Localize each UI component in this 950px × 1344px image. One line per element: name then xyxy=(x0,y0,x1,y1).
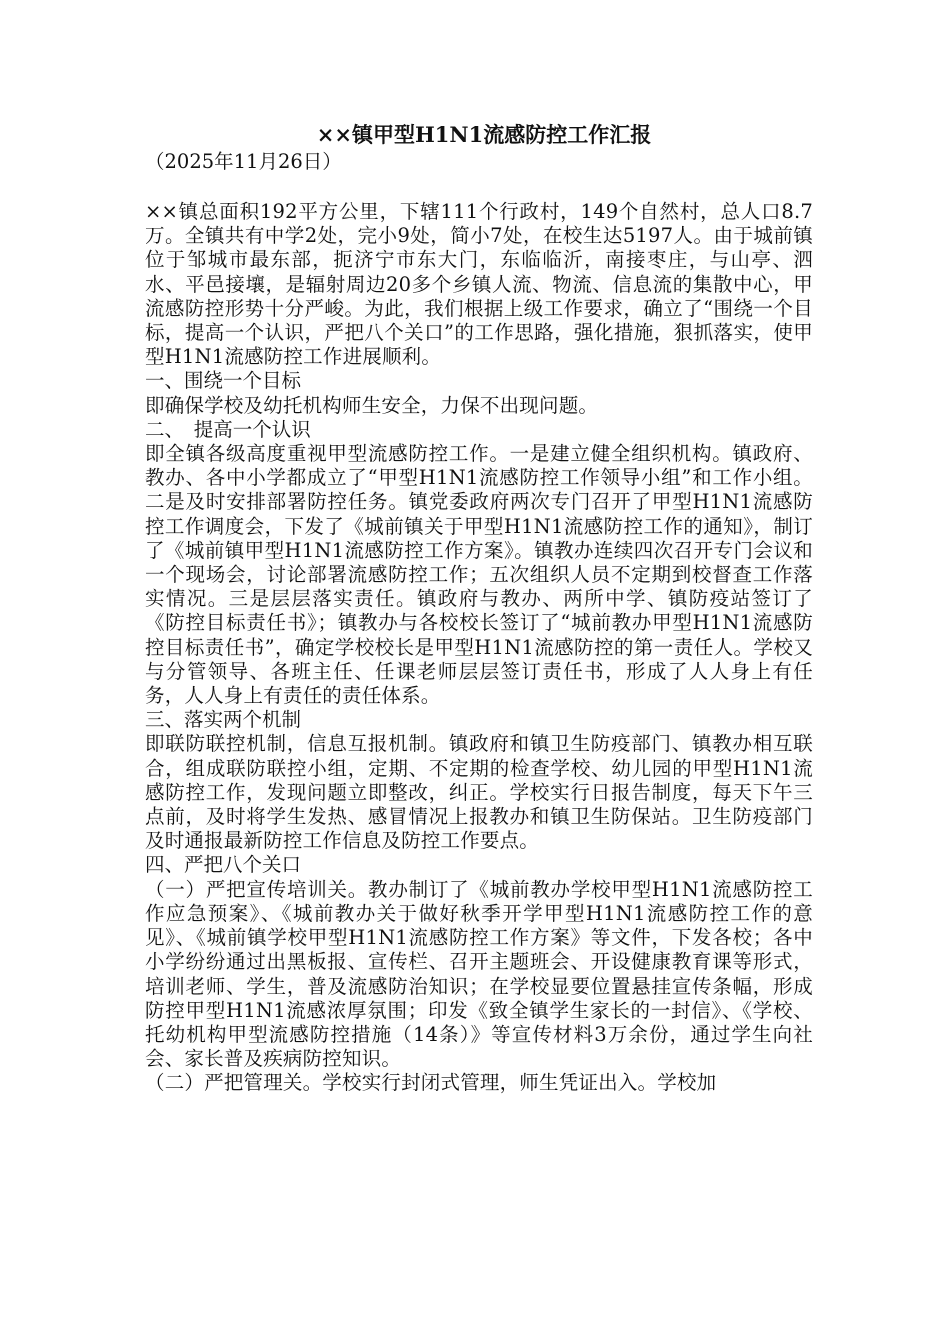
section-2-heading: 二、 提高一个认识 xyxy=(145,417,311,441)
section-1-paragraph: 即确保学校及幼托机构师生安全，力保不出现问题。 xyxy=(145,393,599,417)
section-4-item-2: （二）严把管理关。学校实行封闭式管理，师生凭证出入。学校加 xyxy=(145,1071,717,1095)
intro-paragraph: ××镇总面积192平方公里，下辖111个行政村，149个自然村，总人口8.7万。全镇共有中学2处，完小9处，简小7处，在校生达5197人。由于城前镇位于邹城市最东部，扼济宁市东大门，东临临沂，南接枣庄，与山亭、泗水、平邑接壤，是辐射周边20多个乡镇人流、物流、信息流的集散中心，甲流感防控形势十分严峻。为此，我们根据上级工作要求，确立了“围绕一个目标，提高一个认识，严把八个关口”的工作思路，强化措施，狠抓落实，使甲型H1N1流感防控工作进展顺利。 xyxy=(145,200,813,369)
section-4-item-1: （一）严把宣传培训关。教办制订了《城前教办学校甲型H1N1流感防控工作应急预案》、《城前教办关于做好秋季开学甲型H1N1流感防控工作的意见》、《城前镇学校甲型H1N1流感防控工作方案》等文件，下发各校；各中小学纷纷通过出黑板报、宣传栏、召开主题班会、开设健康教育课等形式，培训老师、学生，普及流感防治知识；在学校显要位置悬挂宣传条幅，形成防控甲型H1N1流感浓厚氛围；印发《致全镇学生家长的一封信》、《学校、托幼机构甲型流感防控措施（14条）》等宣传材料3万余份，通过学生向社会、家长普及疾病防控知识。 xyxy=(145,877,813,1071)
section-3-heading: 三、落实两个机制 xyxy=(145,708,302,732)
section-4-heading: 四、严把八个关口 xyxy=(145,853,302,877)
document-page xyxy=(145,120,813,1096)
section-3-paragraph: 即联防联控机制，信息互报机制。镇政府和镇卫生防疫部门、镇教办相互联合，组成联防联控小组，定期、不定期的检查学校、幼儿园的甲型H1N1流感防控工作，发现问题立即整改，纠正。学校实行日报告制度，每天下午三点前，及时将学生发热、感冒情况上报教办和镇卫生防保站。卫生防疫部门及时通报最新防控工作信息及防控工作要点。 xyxy=(145,732,813,853)
document-title: ××镇甲型H1N1流感防控工作汇报 xyxy=(316,122,652,147)
document-date: （2025年11月26日） xyxy=(145,150,342,173)
section-2-paragraph: 即全镇各级高度重视甲型流感防控工作。一是建立健全组织机构。镇政府、教办、各中小学都成立了“甲型H1N1流感防控工作领导小组”和工作小组。二是及时安排部署防控任务。镇党委政府两次专门召开了甲型H1N1流感防控工作调度会，下发了《城前镇关于甲型H1N1流感防控工作的通知》，制订了《城前镇甲型H1N1流感防控工作方案》。镇教办连续四次召开专门会议和一个现场会，讨论部署流感防控工作；五次组织人员不定期到校督查工作落实情况。三是层层落实责任。镇政府与教办、两所中学、镇防疫站签订了《防控目标责任书》；镇教办与各校校长签订了“城前教办甲型H1N1流感防控目标责任书”，确定学校校长是甲型H1N1流感防控的第一责任人。学校又与分管领导、各班主任、任课老师层层签订责任书，形成了人人身上有任务，人人身上有责任的责任体系。 xyxy=(145,442,813,708)
section-1-heading: 一、围绕一个目标 xyxy=(145,369,302,393)
